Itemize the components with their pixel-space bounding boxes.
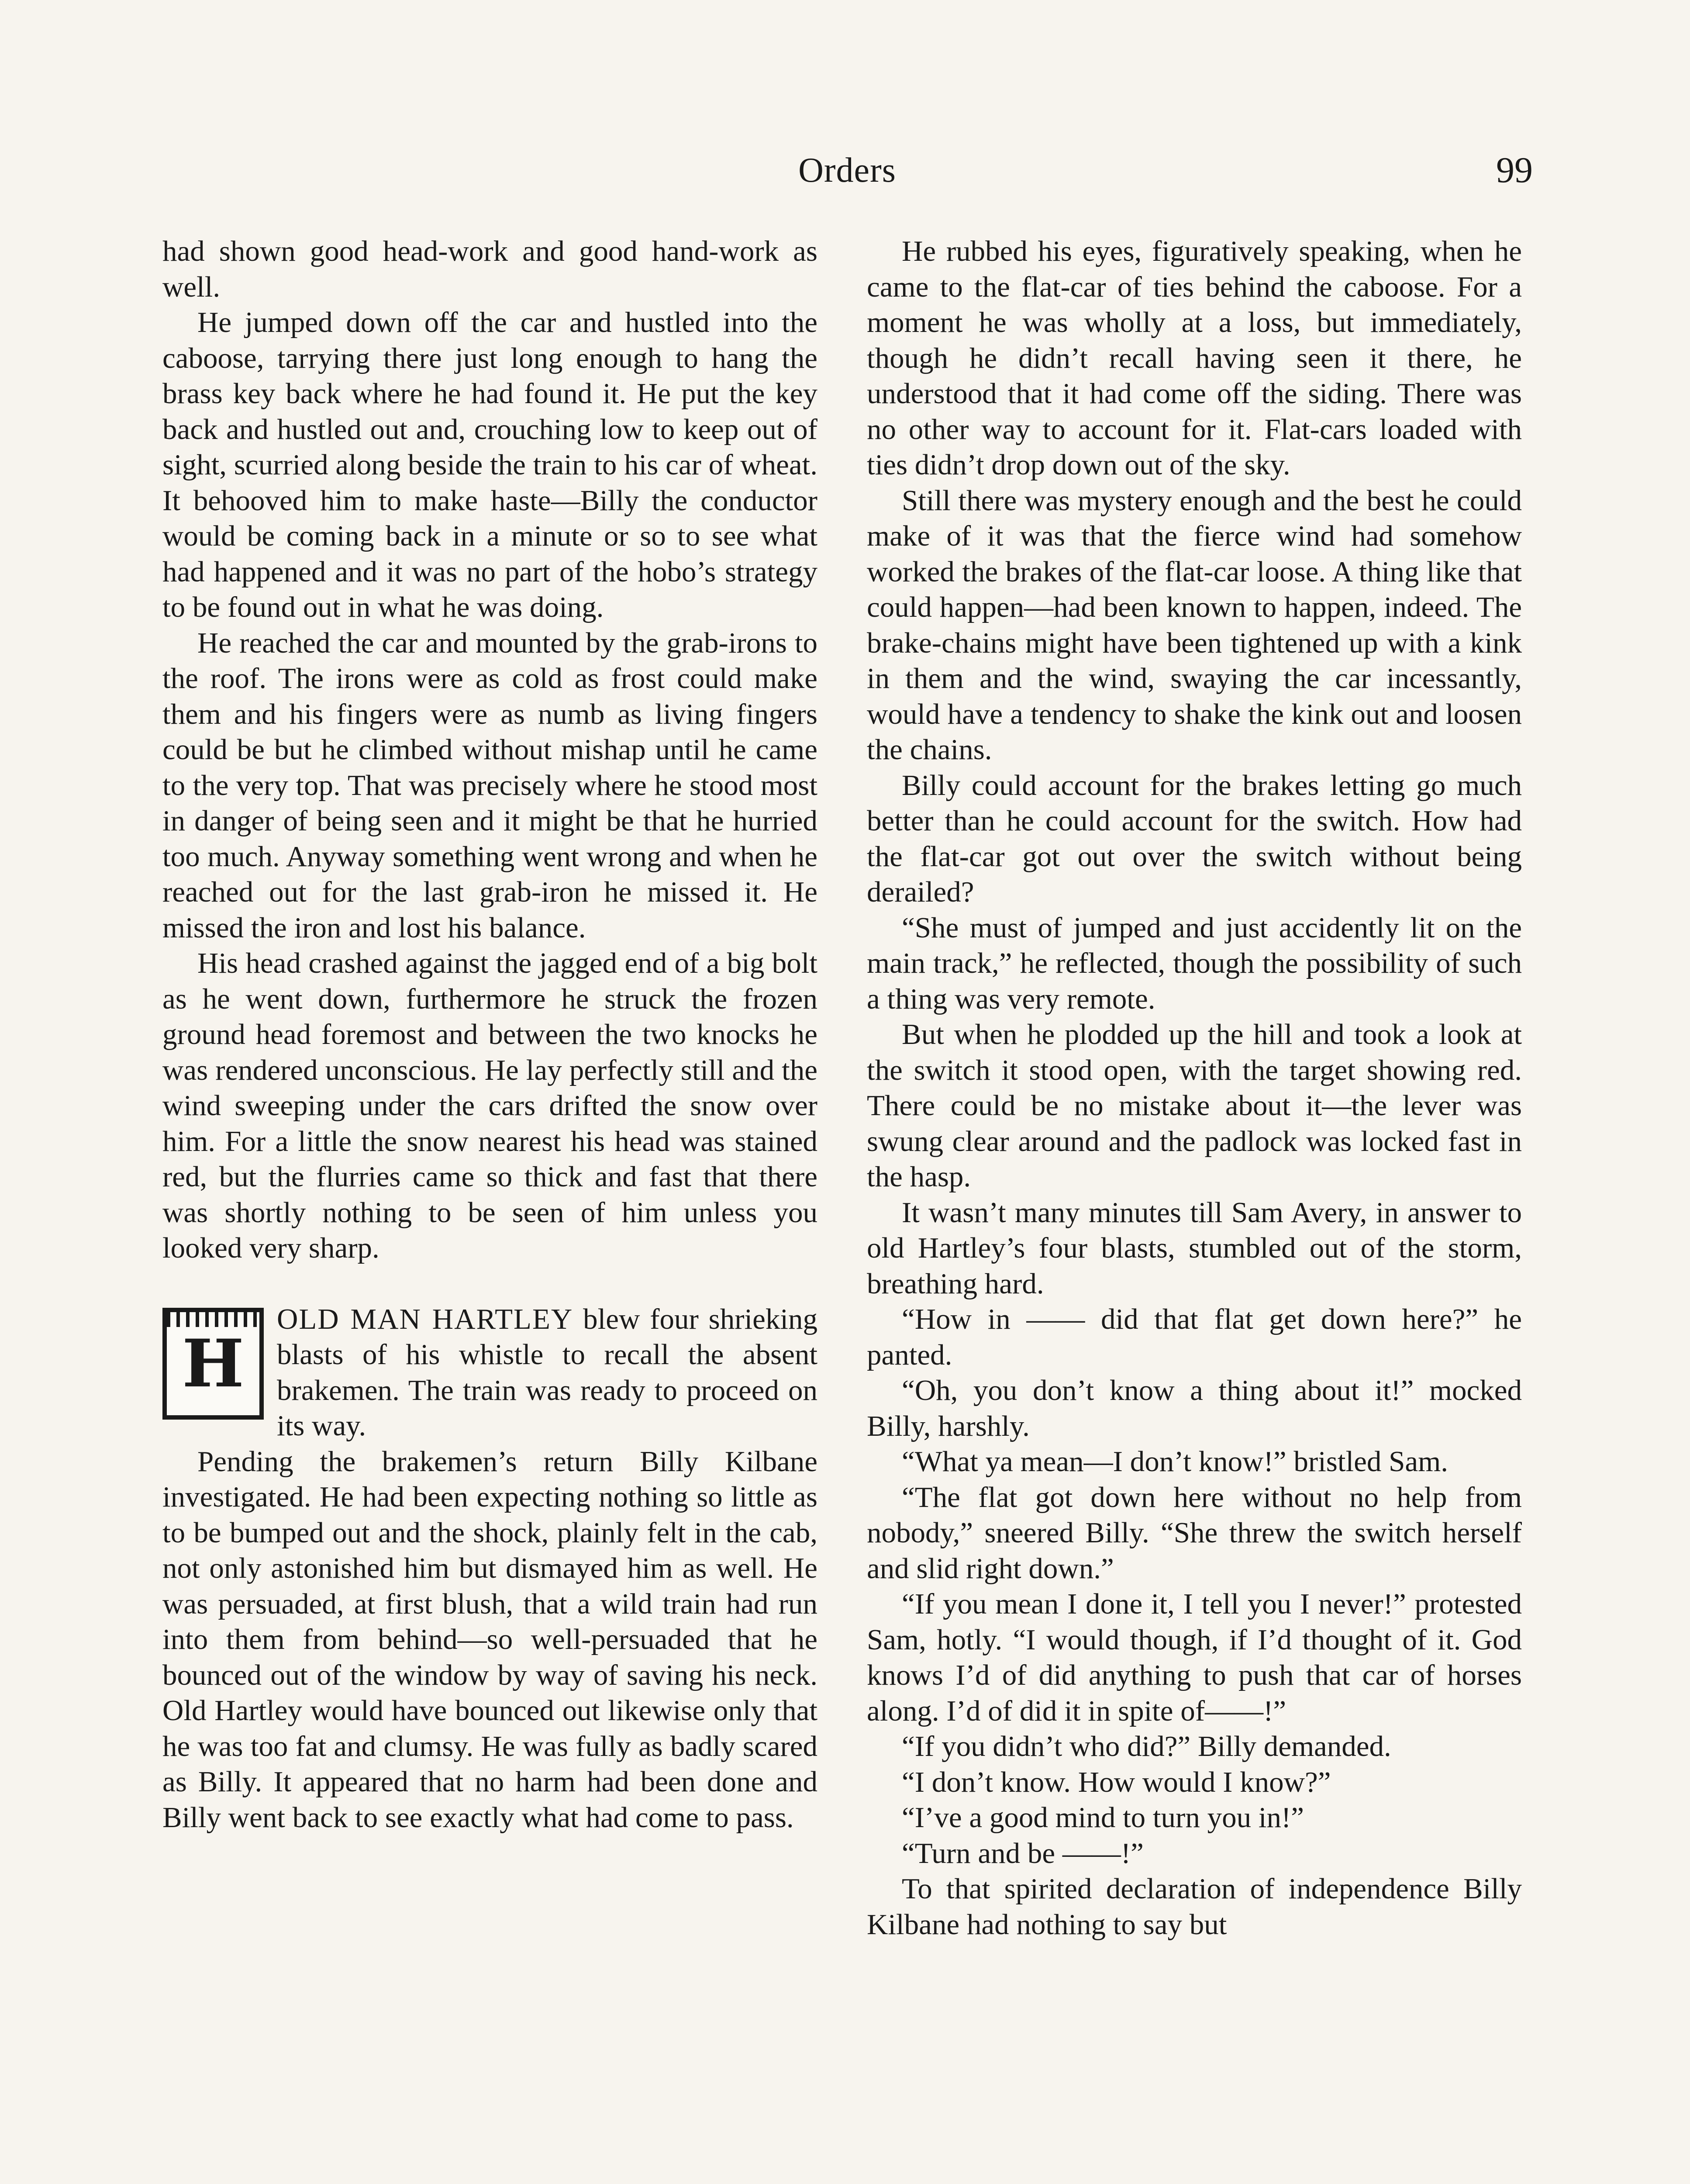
paragraph: He rubbed his eyes, figuratively speaking, when he came to the flat-car of ties behind the caboose. For a moment he was wholly at a loss, but immediately, though he didn’t recall having seen it there, he understood that it had come off the siding. There was no other way to account for it. Flat-cars loaded with ties didn’t drop down out of the sky. [867,235,1522,481]
dialogue-line: “I don’t know. How would I know?” [902,1766,1331,1798]
dialogue-line: “I’ve a good mind to turn you in!” [902,1801,1304,1834]
dialogue-line: “The flat got down here without no help from nobody,” sneered Billy. “She threw the switch herself and slid right down.” [867,1481,1522,1585]
drop-cap-ornament [162,1308,264,1420]
dialogue-line: “Oh, you don’t know a thing about it!” mocked Billy, harshly. [867,1374,1522,1442]
drop-cap-letter: H [179,1331,247,1396]
running-title: Orders [798,151,896,190]
paragraph: To that spirited declaration of independence Billy Kilbane had nothing to say but [867,1873,1522,1941]
dialogue-line: “If you mean I done it, I tell you I never!” protested Sam, hotly. “I would though, if I’d thought of it. God knows I’d of did anything to push that car of horses along. I’d of did it in spite of——!” [867,1588,1522,1727]
paragraph: “She must of jumped and just accidently lit on the main track,” he reflected, though the possibility of such a thing was very remote. [867,911,1522,1015]
section-break [162,1266,817,1302]
dialogue-line: “Turn and be ——!” [902,1837,1144,1870]
section-opening-caps: OLD MAN HARTLEY [277,1303,573,1335]
paragraph: He reached the car and mounted by the grab-irons to the roof. The irons were as cold as frost could make them and his fingers were as numb as living fingers could be but he climbed without mishap until he came to the very top. That was precisely where he stood most in danger of being seen and it might be that he hurried too much. Anyway something went wrong and when he reached out for the last grab-iron he missed it. He missed the iron and lost his balance. [162,626,817,944]
paragraph: Pending the brakemen’s return Billy Kilbane investigated. He had been expecting nothing so little as to be bumped out and the shock, plainly felt in the cab, not only astonished him but dismayed him as well. He was persuaded, at first blush, that a wild train had run into them from behind—so well-persuaded that he bounced out of the window by way of saving his neck. Old Hartley would have bounced out likewise only that he was too fat and clumsy. He was fully as badly scared as Billy. It appeared that no harm had been done and Billy went back to see exactly what had come to pass. [162,1445,817,1834]
paragraph: It wasn’t many minutes till Sam Avery, in answer to old Hartley’s four blasts, stumbled out of the storm, breathing hard. [867,1196,1522,1300]
paragraph: had shown good head-work and good hand-work as well. [162,235,817,303]
paragraph: His head crashed against the jagged end of a big bolt as he went down, furthermore he struck the frozen ground head foremost and between the two knocks he was rendered unconscious. He lay perfectly still and the wind sweeping under the cars drifted the snow over him. For a little the snow nearest his head was stained red, but the flurries came so thick and fast that there was shortly nothing to be seen of him unless you looked very sharp. [162,947,817,1264]
left-column [162,234,817,1835]
paragraph: He jumped down off the car and hustled into the caboose, tarrying there just long enough to hang the brass key back where he had found it. He put the key back and hustled out and, crouching low to keep out of sight, scurried along beside the train to his car of wheat. It behooved him to make haste—Billy the conductor would be coming back in a minute or so to see what had happened and it was no part of the hobo’s strategy to be found out in what he was doing. [162,306,817,623]
dialogue-line: “What ya mean—I don’t know!” bristled Sam. [902,1445,1448,1478]
paragraph: Still there was mystery enough and the best he could make of it was that the fierce wind had somehow worked the brakes of the flat-car loose. A thing like that could happen—had been known to happen, indeed. The brake-chains might have been tightened up with a kink in them and the wind, swaying the car incessantly, would have a tendency to shake the kink out and loosen the chains. [867,484,1522,766]
dialogue-line: “If you didn’t who did?” Billy demanded. [902,1730,1391,1762]
section-opening-text: blew four shrieking blasts of his whistle to recall the absent brakemen. The train was ready to proceed on its way. [277,1303,817,1442]
paragraph: But when he plodded up the hill and took a look at the switch it stood open, with the target showing red. There could be no mistake about it—the lever was swung clear around and the padlock was locked fast in the hasp. [867,1018,1522,1193]
dialogue-line: “How in —— did that flat get down here?” he panted. [867,1303,1522,1371]
page-number: 99 [1496,150,1533,190]
section-opening-paragraph [162,1302,817,1444]
right-column [867,234,1522,1942]
paragraph: Billy could account for the brakes letting go much better than he could account for the switch. How had the flat-car got out over the switch without being derailed? [867,769,1522,908]
running-head [162,144,1533,197]
